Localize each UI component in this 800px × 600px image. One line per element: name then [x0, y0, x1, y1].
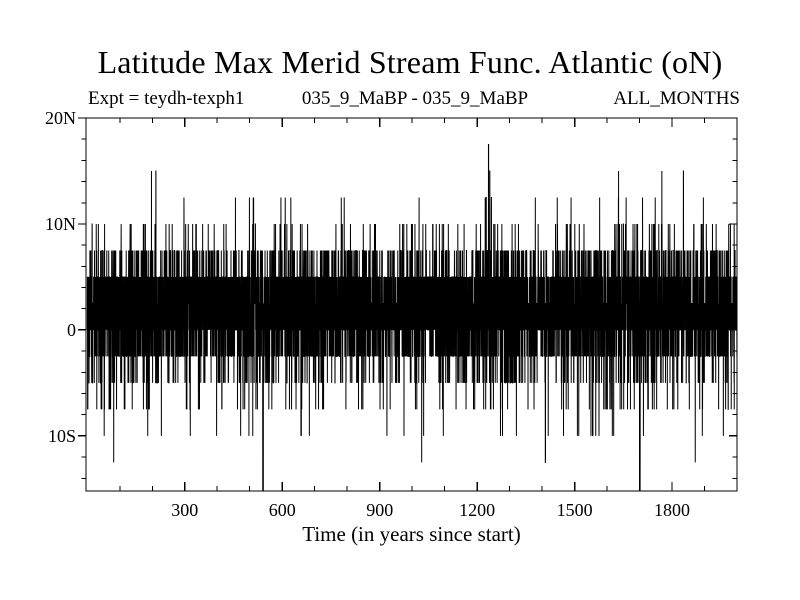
series-line [87, 144, 737, 491]
y-tick-label-0: 0 [67, 319, 76, 340]
x-tick-label-1200: 1200 [459, 500, 496, 520]
y-tick-label-20n: 20N [45, 108, 76, 128]
y-tick-label-10n: 10N [45, 214, 76, 234]
x-tick-label-600: 600 [268, 500, 296, 520]
x-tick-label-1800: 1800 [654, 500, 690, 520]
x-tick-label-900: 900 [366, 500, 394, 520]
chart-title: Latitude Max Merid Stream Func. Atlantic (oN) [97, 44, 723, 80]
dataset-range-label: 035_9_MaBP - 035_9_MaBP [301, 88, 529, 109]
x-axis-title: Time (in years since start) [302, 522, 521, 546]
y-tick-label-10s: 10S [47, 425, 76, 446]
months-label: ALL_MONTHS [613, 88, 740, 109]
x-tick-label-1500: 1500 [556, 500, 593, 520]
experiment-label: Expt = teydh-texph1 [88, 88, 245, 109]
x-tick-label-300: 300 [171, 500, 199, 520]
